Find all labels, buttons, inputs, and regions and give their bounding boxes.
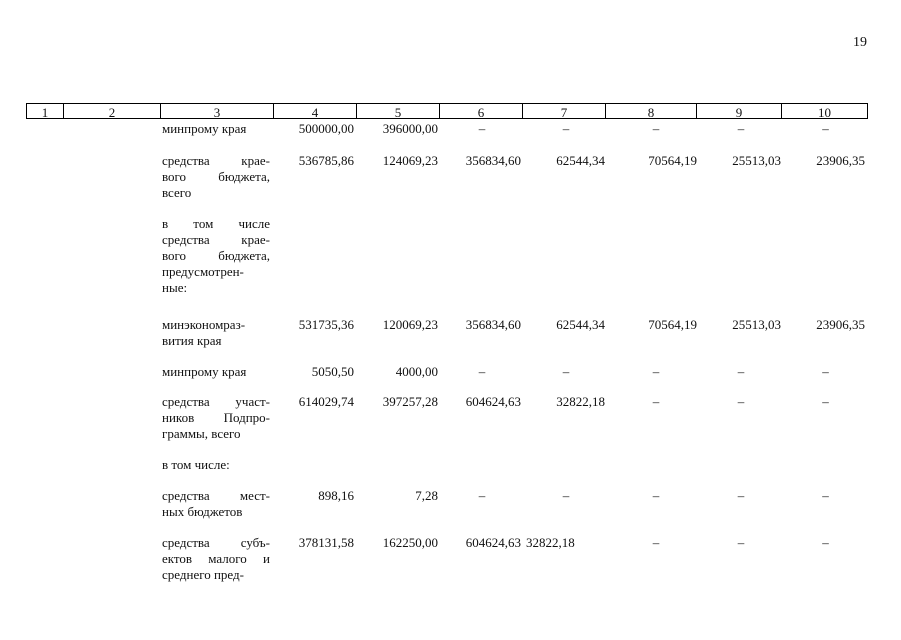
header-col-4: 4	[273, 103, 357, 119]
row-value-col10: –	[822, 394, 829, 409]
row-label: минпрому края	[162, 121, 247, 136]
page-number: 19	[853, 35, 867, 50]
row-value-col8: 70564,19	[648, 317, 697, 332]
row-value-col10: –	[822, 488, 829, 503]
header-col-7: 7	[522, 103, 606, 119]
row-value-col10: 23906,35	[816, 317, 865, 332]
row-value-col10: 23906,35	[816, 153, 865, 168]
row-value-col5: 124069,23	[382, 153, 438, 168]
row-value-col6: 356834,60	[465, 153, 521, 168]
row-value-col4: 378131,58	[298, 535, 354, 550]
row-value-col4: 531735,36	[298, 317, 354, 332]
header-col-2: 2	[63, 103, 161, 119]
row-label: минэкономраз- вития края	[162, 317, 246, 348]
row-value-col9: –	[737, 121, 745, 136]
header-col-9: 9	[696, 103, 782, 119]
row-value-col8: –	[652, 121, 660, 136]
row-value-col4: 614029,74	[298, 394, 354, 409]
header-col-6: 6	[439, 103, 523, 119]
row-label: в том числе:	[162, 457, 230, 472]
row-value-col7: –	[562, 364, 570, 379]
row-value-col7: –	[562, 488, 570, 503]
row-value-col8: –	[652, 364, 660, 379]
row-value-col6: 604624,63	[465, 535, 521, 550]
table-header-row	[26, 103, 868, 120]
row-label: средства участ- ников Подпро- граммы, всего	[162, 394, 270, 441]
row-value-col5: 120069,23	[382, 317, 438, 332]
row-value-col9: 25513,03	[732, 317, 781, 332]
row-value-col7: 32822,18	[556, 394, 605, 409]
row-value-col4: 500000,00	[298, 121, 354, 136]
row-value-col6: –	[478, 488, 486, 503]
header-col-5: 5	[356, 103, 440, 119]
row-value-col4: 898,16	[318, 488, 354, 503]
row-value-col10: –	[822, 535, 829, 550]
row-label: средства мест- ных бюджетов	[162, 488, 270, 519]
row-value-col5: 396000,00	[382, 121, 438, 136]
row-value-col10: –	[822, 121, 829, 136]
row-value-col9: –	[737, 364, 745, 379]
row-value-col8: –	[652, 394, 660, 409]
row-label: средства субъ- ектов малого и среднего пред-	[162, 535, 270, 582]
row-value-col8: –	[652, 488, 660, 503]
row-value-col4: 536785,86	[298, 153, 354, 168]
row-value-col5: 162250,00	[382, 535, 438, 550]
row-value-col5: 4000,00	[395, 364, 438, 379]
row-value-col6: –	[478, 364, 486, 379]
row-value-col7: 32822,18	[526, 535, 575, 550]
row-value-col7: 62544,34	[556, 317, 605, 332]
row-value-col4: 5050,50	[311, 364, 354, 379]
row-value-col5: 397257,28	[382, 394, 438, 409]
row-value-col10: –	[822, 364, 829, 379]
row-value-col8: –	[652, 535, 660, 550]
row-value-col6: 356834,60	[465, 317, 521, 332]
row-value-col5: 7,28	[415, 488, 438, 503]
row-value-col8: 70564,19	[648, 153, 697, 168]
row-value-col9: –	[737, 488, 745, 503]
row-value-col6: –	[478, 121, 486, 136]
row-value-col6: 604624,63	[465, 394, 521, 409]
header-col-8: 8	[605, 103, 697, 119]
header-col-1: 1	[26, 103, 64, 119]
row-value-col9: –	[737, 535, 745, 550]
row-value-col9: 25513,03	[732, 153, 781, 168]
header-col-3: 3	[160, 103, 274, 119]
row-value-col7: 62544,34	[556, 153, 605, 168]
row-label: в том числе средства крае- вого бюджета, предусмотрен- ные:	[162, 216, 270, 295]
header-col-10: 10	[781, 103, 868, 119]
row-label: средства крае- вого бюджета, всего	[162, 153, 270, 200]
row-value-col7: –	[562, 121, 570, 136]
row-label: минпрому края	[162, 364, 247, 379]
row-value-col9: –	[737, 394, 745, 409]
